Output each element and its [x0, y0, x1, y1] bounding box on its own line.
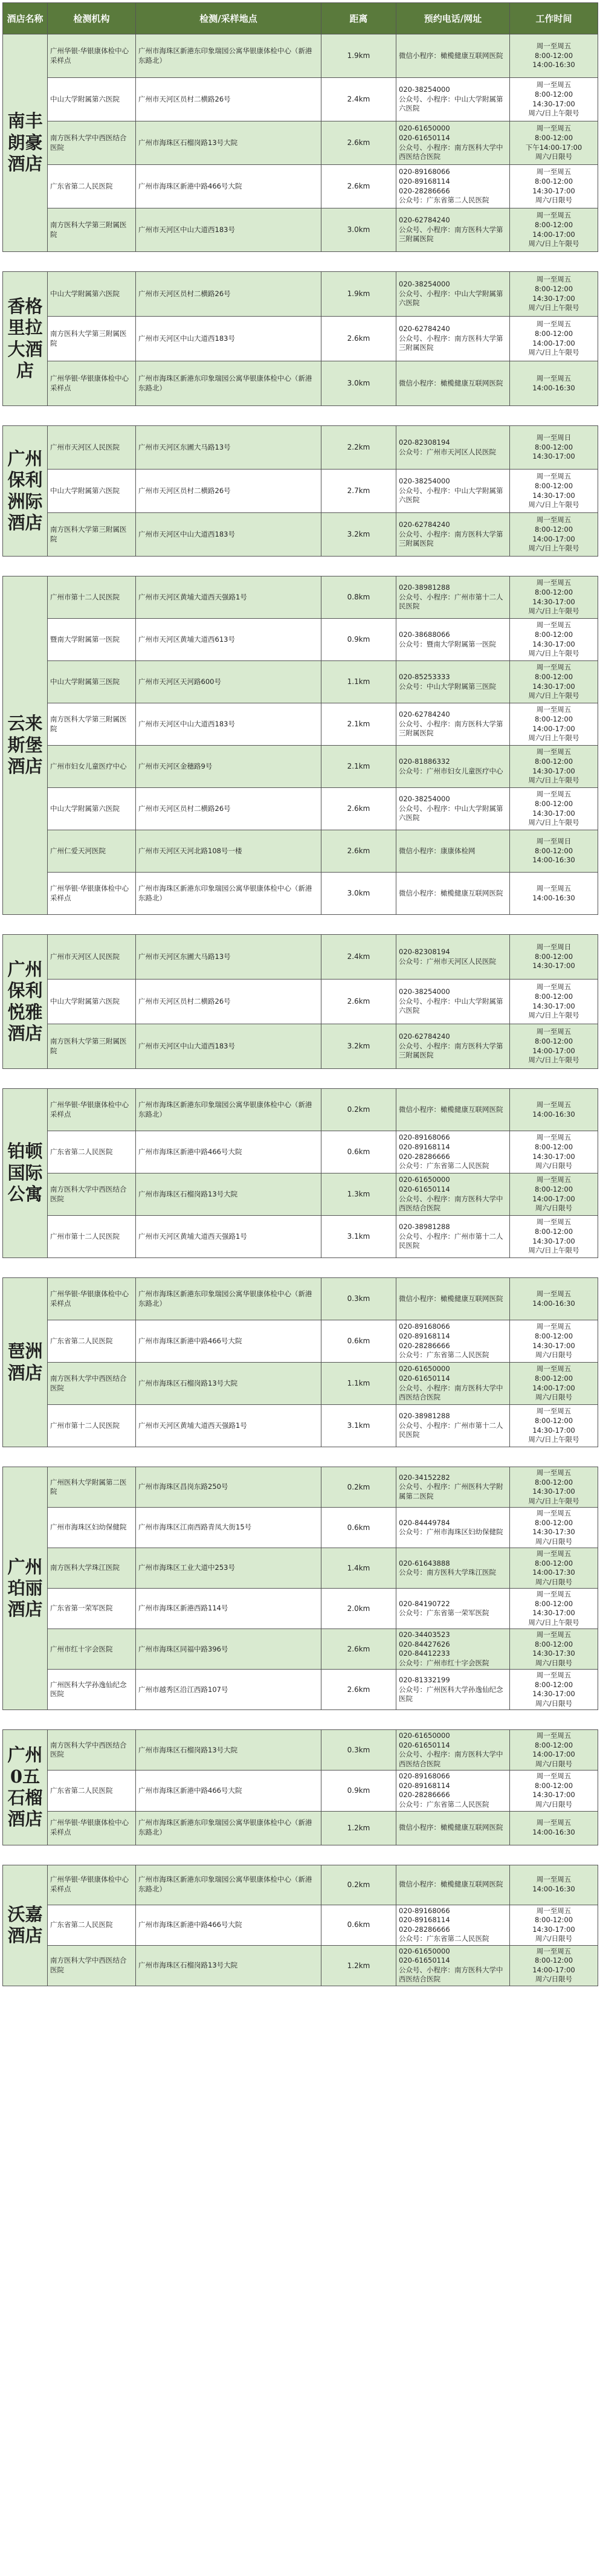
group-spacer: [3, 557, 598, 576]
hotel-name: 广州保利洲际酒店: [3, 426, 48, 557]
cell-address: 广州市天河区员村二横路26号: [136, 78, 321, 121]
cell-hours: 周一至周五 8:00-12:00 14:30-17:00 周六/日限号: [510, 1905, 598, 1945]
table-row: [3, 165, 598, 208]
cell-distance: 3.2km: [321, 513, 396, 557]
cell-contact: 020-61650000 020-61650114 公众号、小程序：南方医科大学中西医结合医院: [396, 1945, 510, 1986]
cell-address: 广州市天河区黄埔大道西天强路1号: [136, 1405, 321, 1447]
cell-distance: 2.6km: [321, 317, 396, 361]
testing-sites-table: [2, 2, 598, 1986]
header-row: [3, 3, 598, 34]
cell-distance: 0.8km: [321, 576, 396, 619]
cell-hours: 周一至周五 8:00-12:00 14:00-17:00 周六/日上午限号: [510, 513, 598, 557]
cell-distance: 0.6km: [321, 1508, 396, 1548]
cell-org: 广州仁爱天河医院: [48, 830, 136, 873]
cell-contact: 020-38254000 公众号、小程序：中山大学附属第六医院: [396, 272, 510, 317]
cell-distance: 3.2km: [321, 1024, 396, 1069]
hotel-name: 云来斯堡酒店: [3, 576, 48, 915]
cell-hours: 周一至周五 8:00-12:00 14:30-17:00 周六/日限号: [510, 1320, 598, 1363]
cell-distance: 1.2km: [321, 1811, 396, 1845]
cell-hours: 周一至周五 8:00-12:00 14:00-17:00 周六/日上午限号: [510, 208, 598, 252]
cell-org: 广东省第二人民医院: [48, 1905, 136, 1945]
header-hotel: 酒店名称: [3, 3, 48, 34]
cell-distance: 1.2km: [321, 1945, 396, 1986]
cell-address: 广州市天河区中山大道西183号: [136, 317, 321, 361]
cell-address: 广州市海珠区新港中路466号大院: [136, 1320, 321, 1363]
cell-distance: 1.9km: [321, 272, 396, 317]
cell-org: 广州医科大学附属第二医院: [48, 1467, 136, 1508]
table-row: [3, 703, 598, 746]
cell-org: 广州华银·华银康体检中心采样点: [48, 1865, 136, 1905]
cell-org: 南方医科大学第三附属医院: [48, 317, 136, 361]
cell-org: 广州华银·华银康体检中心采样点: [48, 34, 136, 78]
cell-distance: 0.6km: [321, 1131, 396, 1173]
cell-contact: 020-89168066 020-89168114 020-28286666 公众号：广东省第二人民医院: [396, 165, 510, 208]
cell-hours: 周一至周五 8:00-12:00 14:30-17:00 周六/日限号: [510, 165, 598, 208]
cell-address: 广州市海珠区石榴岗路13号大院: [136, 1730, 321, 1771]
spacer-cell: [3, 557, 598, 576]
cell-contact: 微信小程序：橄榄健康互联网医院: [396, 873, 510, 915]
spacer-cell: [3, 1447, 598, 1467]
cell-org: 中山大学附属第六医院: [48, 78, 136, 121]
cell-hours: 周一至周五 8:00-12:00 14:30-17:00 周六/日限号: [510, 1670, 598, 1710]
cell-distance: 2.6km: [321, 1629, 396, 1670]
hotel-name: 广州保利悦雅酒店: [3, 935, 48, 1069]
cell-distance: 3.1km: [321, 1216, 396, 1258]
table-row: [3, 1865, 598, 1905]
cell-org: 南方医科大学第三附属医院: [48, 208, 136, 252]
cell-contact: 020-34403523 020-84427626 020-84412233 公众号：广州市红十字会医院: [396, 1629, 510, 1670]
cell-address: 广州市天河区员村二横路26号: [136, 788, 321, 830]
cell-distance: 0.6km: [321, 1905, 396, 1945]
cell-contact: 020-84449784 公众号：广州市海珠区妇幼保健院: [396, 1508, 510, 1548]
cell-distance: 1.4km: [321, 1548, 396, 1589]
table-row: [3, 1905, 598, 1945]
cell-distance: 0.9km: [321, 1771, 396, 1811]
spacer-cell: [3, 252, 598, 272]
cell-hours: 周一至周五 8:00-12:00 14:30-17:00 周六/日上午限号: [510, 1405, 598, 1447]
cell-distance: 2.1km: [321, 746, 396, 788]
cell-contact: 020-84190722 公众号：广东省第一荣军医院: [396, 1589, 510, 1629]
table-row: [3, 78, 598, 121]
cell-distance: 3.0km: [321, 361, 396, 406]
cell-hours: 周一至周五 8:00-12:00 14:30-17:00 周六/日上午限号: [510, 980, 598, 1024]
cell-address: 广州市天河区员村二横路26号: [136, 272, 321, 317]
cell-distance: 2.1km: [321, 703, 396, 746]
table-row: [3, 1811, 598, 1845]
cell-hours: 周一至周五 14:00-16:30: [510, 1089, 598, 1131]
cell-hours: 周一至周五 8:00-12:00 14:30-17:00 周六/日上午限号: [510, 788, 598, 830]
cell-hours: 周一至周五 8:00-12:00 14:00-16:30: [510, 34, 598, 78]
cell-contact: 020-85253333 公众号：中山大学附属第三医院: [396, 661, 510, 703]
cell-address: 广州市海珠区工业大道中253号: [136, 1548, 321, 1589]
cell-hours: 周一至周五 8:00-12:00 14:30-17:00 周六/日上午限号: [510, 619, 598, 661]
table-row: [3, 470, 598, 513]
cell-hours: 周一至周五 8:00-12:00 14:30-17:00 周六/日上午限号: [510, 1467, 598, 1508]
cell-distance: 3.1km: [321, 1405, 396, 1447]
cell-contact: 020-62784240 公众号、小程序：南方医科大学第三附属医院: [396, 317, 510, 361]
cell-address: 广州市天河区黄埔大道西天强路1号: [136, 576, 321, 619]
cell-contact: 020-89168066 020-89168114 020-28286666 公众号：广东省第二人民医院: [396, 1131, 510, 1173]
hotel-name: 南丰朗豪酒店: [3, 34, 48, 252]
table-row: [3, 661, 598, 703]
table-row: [3, 1467, 598, 1508]
cell-hours: 周一至周五 14:00-16:30: [510, 361, 598, 406]
cell-contact: 020-61650000 020-61650114 公众号、小程序：南方医科大学中西医结合医院: [396, 121, 510, 165]
cell-hours: 周一至周五 8:00-12:00 14:30-17:30 周六/日限号: [510, 1508, 598, 1548]
cell-hours: 周一至周五 8:00-12:00 下午14:00-17:00 周六/日限号: [510, 121, 598, 165]
group-spacer: [3, 915, 598, 935]
cell-address: 广州市天河区东圃大马路13号: [136, 426, 321, 470]
cell-address: 广州市天河区中山大道西183号: [136, 208, 321, 252]
cell-address: 广州市天河区员村二横路26号: [136, 470, 321, 513]
cell-hours: 周一至周五 8:00-12:00 14:00-17:00 周六/日上午限号: [510, 1024, 598, 1069]
cell-hours: 周一至周日 8:00-12:00 14:00-16:30: [510, 830, 598, 873]
cell-contact: 020-62784240 公众号、小程序：南方医科大学第三附属医院: [396, 513, 510, 557]
group-spacer: [3, 1447, 598, 1467]
table-row: [3, 1508, 598, 1548]
cell-hours: 周一至周五 8:00-12:00 14:30-17:00 周六/日上午限号: [510, 576, 598, 619]
cell-contact: 020-89168066 020-89168114 020-28286666 公众号：广东省第二人民医院: [396, 1905, 510, 1945]
cell-contact: 微信小程序：康康体检网: [396, 830, 510, 873]
cell-contact: 020-82308194 公众号：广州市天河区人民医院: [396, 935, 510, 980]
cell-org: 南方医科大学第三附属医院: [48, 1024, 136, 1069]
cell-hours: 周一至周五 8:00-12:00 14:30-17:00 周六/日上午限号: [510, 470, 598, 513]
table-row: [3, 513, 598, 557]
cell-org: 中山大学附属第三医院: [48, 661, 136, 703]
cell-distance: 0.2km: [321, 1865, 396, 1905]
cell-distance: 2.6km: [321, 830, 396, 873]
cell-org: 南方医科大学中西医结合医院: [48, 1945, 136, 1986]
cell-contact: 微信小程序：橄榄健康互联网医院: [396, 1865, 510, 1905]
cell-address: 广州市海珠区新港东印象瑞园公寓华银康体检中心（新港东路北）: [136, 34, 321, 78]
cell-distance: 2.2km: [321, 426, 396, 470]
cell-hours: 周一至周五 8:00-12:00 14:30-17:00 周六/日上午限号: [510, 1589, 598, 1629]
cell-contact: 020-38254000 公众号、小程序：中山大学附属第六医院: [396, 78, 510, 121]
cell-contact: 微信小程序：橄榄健康互联网医院: [396, 361, 510, 406]
cell-org: 广州市天河区人民医院: [48, 935, 136, 980]
cell-distance: 2.6km: [321, 980, 396, 1024]
cell-org: 广州市海珠区妇幼保健院: [48, 1508, 136, 1548]
cell-hours: 周一至周五 8:00-12:00 14:30-17:00 周六/日上午限号: [510, 78, 598, 121]
table-row: [3, 1363, 598, 1405]
cell-org: 南方医科大学珠江医院: [48, 1548, 136, 1589]
cell-hours: 周一至周五 14:00-16:30: [510, 1278, 598, 1320]
cell-distance: 2.4km: [321, 935, 396, 980]
cell-contact: 020-34152282 公众号、小程序：广州医科大学附属第二医院: [396, 1467, 510, 1508]
cell-hours: 周一至周五 14:00-16:30: [510, 1865, 598, 1905]
cell-address: 广州市海珠区石榴岗路13号大院: [136, 1363, 321, 1405]
cell-org: 广东省第二人民医院: [48, 1771, 136, 1811]
cell-address: 广州市海珠区同福中路396号: [136, 1629, 321, 1670]
cell-org: 南方医科大学中西医结合医院: [48, 1173, 136, 1216]
table-row: [3, 788, 598, 830]
cell-address: 广州市海珠区石榴岗路13号大院: [136, 1173, 321, 1216]
cell-org: 广东省第二人民医院: [48, 1131, 136, 1173]
cell-address: 广州市越秀区沿江西路107号: [136, 1670, 321, 1710]
cell-address: 广州市海珠区新港东印象瑞园公寓华银康体检中心（新港东路北）: [136, 1089, 321, 1131]
cell-org: 中山大学附属第六医院: [48, 272, 136, 317]
cell-hours: 周一至周五 8:00-12:00 14:00-17:00 周六/日限号: [510, 1173, 598, 1216]
cell-address: 广州市天河区中山大道西183号: [136, 513, 321, 557]
cell-address: 广州市天河区员村二横路26号: [136, 980, 321, 1024]
cell-org: 南方医科大学中西医结合医院: [48, 1363, 136, 1405]
cell-org: 广东省第二人民医院: [48, 165, 136, 208]
table-row: [3, 1216, 598, 1258]
cell-org: 南方医科大学中西医结合医院: [48, 121, 136, 165]
cell-distance: 1.9km: [321, 34, 396, 78]
cell-distance: 0.9km: [321, 619, 396, 661]
group-spacer: [3, 1069, 598, 1089]
hotel-name: 广州0五石榴酒店: [3, 1730, 48, 1845]
cell-org: 广州华银·华银康体检中心采样点: [48, 873, 136, 915]
table-body: [3, 34, 598, 1986]
table-row: [3, 619, 598, 661]
cell-address: 广州市海珠区石榴岗路13号大院: [136, 1945, 321, 1986]
cell-distance: 2.7km: [321, 470, 396, 513]
table-row: [3, 873, 598, 915]
cell-address: 广州市海珠区新港西路114号: [136, 1589, 321, 1629]
table-row: [3, 1730, 598, 1771]
cell-address: 广州市天河区天河路600号: [136, 661, 321, 703]
hotel-name: 沃嘉酒店: [3, 1865, 48, 1986]
cell-address: 广州市天河区中山大道西183号: [136, 1024, 321, 1069]
spacer-cell: [3, 1710, 598, 1730]
cell-contact: 020-81886332 公众号：广州市妇女儿童医疗中心: [396, 746, 510, 788]
cell-hours: 周一至周五 8:00-12:00 14:00-17:00 周六/日上午限号: [510, 703, 598, 746]
spacer-cell: [3, 406, 598, 426]
cell-org: 广州市妇女儿童医疗中心: [48, 746, 136, 788]
table-row: [3, 361, 598, 406]
cell-contact: 020-38688066 公众号：暨南大学附属第一医院: [396, 619, 510, 661]
cell-org: 南方医科大学中西医结合医院: [48, 1730, 136, 1771]
cell-hours: 周一至周五 8:00-12:00 14:30-17:00 周六/日上午限号: [510, 746, 598, 788]
cell-address: 广州市海珠区昌岗东路250号: [136, 1467, 321, 1508]
cell-address: 广州市海珠区新港东印象瑞园公寓华银康体检中心（新港东路北）: [136, 873, 321, 915]
cell-address: 广州市天河区金穗路9号: [136, 746, 321, 788]
cell-hours: 周一至周五 8:00-12:00 14:30-17:00 周六/日上午限号: [510, 661, 598, 703]
hotel-name: 琶洲酒店: [3, 1278, 48, 1447]
table-row: [3, 208, 598, 252]
table-row: [3, 121, 598, 165]
cell-distance: 0.6km: [321, 1320, 396, 1363]
cell-address: 广州市海珠区新港中路466号大院: [136, 1771, 321, 1811]
cell-contact: 020-81332199 公众号：广州医科大学孙逸仙纪念医院: [396, 1670, 510, 1710]
cell-distance: 0.3km: [321, 1278, 396, 1320]
cell-org: 南方医科大学第三附属医院: [48, 703, 136, 746]
spacer-cell: [3, 1069, 598, 1089]
table-row: [3, 830, 598, 873]
header-address: 检测/采样地点: [136, 3, 321, 34]
cell-hours: 周一至周日 8:00-12:00 14:30-17:00: [510, 935, 598, 980]
cell-org: 中山大学附属第六医院: [48, 788, 136, 830]
cell-org: 广州市天河区人民医院: [48, 426, 136, 470]
table-row: [3, 1771, 598, 1811]
header-distance: 距离: [321, 3, 396, 34]
header-hours: 工作时间: [510, 3, 598, 34]
cell-contact: 020-89168066 020-89168114 020-28286666 公众号：广东省第二人民医院: [396, 1320, 510, 1363]
cell-distance: 2.4km: [321, 78, 396, 121]
cell-distance: 2.6km: [321, 788, 396, 830]
cell-address: 广州市海珠区新港东印象瑞园公寓华银康体检中心（新港东路北）: [136, 1278, 321, 1320]
cell-address: 广州市天河区天河北路108号一楼: [136, 830, 321, 873]
cell-address: 广州市海珠区新港中路466号大院: [136, 1905, 321, 1945]
group-spacer: [3, 406, 598, 426]
table-row: [3, 1629, 598, 1670]
cell-address: 广州市海珠区石榴岗路13号大院: [136, 121, 321, 165]
cell-contact: 微信小程序：橄榄健康互联网医院: [396, 1811, 510, 1845]
cell-org: 广州市第十二人民医院: [48, 1216, 136, 1258]
cell-org: 广州市红十字会医院: [48, 1629, 136, 1670]
group-spacer: [3, 1258, 598, 1278]
table-row: [3, 34, 598, 78]
cell-org: 南方医科大学第三附属医院: [48, 513, 136, 557]
cell-contact: 微信小程序：橄榄健康互联网医院: [396, 1089, 510, 1131]
group-spacer: [3, 1845, 598, 1865]
cell-org: 广东省第二人民医院: [48, 1320, 136, 1363]
cell-org: 广州华银·华银康体检中心采样点: [48, 1811, 136, 1845]
table-row: [3, 1320, 598, 1363]
group-spacer: [3, 1710, 598, 1730]
table-row: [3, 317, 598, 361]
table-row: [3, 272, 598, 317]
hotel-name: 铂顿国际公寓: [3, 1089, 48, 1258]
cell-contact: 020-62784240 公众号、小程序：南方医科大学第三附属医院: [396, 208, 510, 252]
cell-org: 广州市第十二人民医院: [48, 1405, 136, 1447]
cell-org: 暨南大学附属第一医院: [48, 619, 136, 661]
table-row: [3, 1589, 598, 1629]
cell-distance: 2.6km: [321, 1670, 396, 1710]
cell-org: 广东省第一荣军医院: [48, 1589, 136, 1629]
table-row: [3, 576, 598, 619]
cell-distance: 3.0km: [321, 873, 396, 915]
cell-org: 中山大学附属第六医院: [48, 470, 136, 513]
cell-contact: 020-38254000 公众号、小程序：中山大学附属第六医院: [396, 980, 510, 1024]
cell-address: 广州市海珠区新港东印象瑞园公寓华银康体检中心（新港东路北）: [136, 361, 321, 406]
cell-distance: 0.3km: [321, 1730, 396, 1771]
table-row: [3, 935, 598, 980]
cell-contact: 020-38981288 公众号、小程序：广州市第十二人民医院: [396, 1405, 510, 1447]
cell-contact: 微信小程序：橄榄健康互联网医院: [396, 34, 510, 78]
cell-org: 广州华银·华银康体检中心采样点: [48, 1278, 136, 1320]
cell-contact: 020-38254000 公众号、小程序：中山大学附属第六医院: [396, 470, 510, 513]
cell-contact: 020-38254000 公众号、小程序：中山大学附属第六医院: [396, 788, 510, 830]
cell-hours: 周一至周五 14:00-16:30: [510, 873, 598, 915]
cell-address: 广州市海珠区江南西路青凤大街15号: [136, 1508, 321, 1548]
cell-distance: 1.1km: [321, 661, 396, 703]
cell-address: 广州市海珠区新港东印象瑞园公寓华银康体检中心（新港东路北）: [136, 1811, 321, 1845]
cell-address: 广州市天河区东圃大马路13号: [136, 935, 321, 980]
cell-distance: 1.3km: [321, 1173, 396, 1216]
cell-contact: 020-38981288 公众号、小程序：广州市第十二人民医院: [396, 576, 510, 619]
cell-hours: 周一至周五 8:00-12:00 14:30-17:00 周六/日上午限号: [510, 272, 598, 317]
cell-hours: 周一至周五 8:00-12:00 14:00-17:00 周六/日限号: [510, 1363, 598, 1405]
table-row: [3, 1173, 598, 1216]
cell-contact: 020-61650000 020-61650114 公众号、小程序：南方医科大学中西医结合医院: [396, 1173, 510, 1216]
table-row: [3, 980, 598, 1024]
cell-contact: 微信小程序：橄榄健康互联网医院: [396, 1278, 510, 1320]
cell-address: 广州市海珠区新港中路466号大院: [136, 165, 321, 208]
cell-address: 广州市天河区黄埔大道西天强路1号: [136, 1216, 321, 1258]
cell-contact: 020-61650000 020-61650114 公众号、小程序：南方医科大学中西医结合医院: [396, 1730, 510, 1771]
cell-contact: 020-89168066 020-89168114 020-28286666 公众号：广东省第二人民医院: [396, 1771, 510, 1811]
table-row: [3, 1405, 598, 1447]
cell-contact: 020-61650000 020-61650114 公众号、小程序：南方医科大学中西医结合医院: [396, 1363, 510, 1405]
cell-distance: 2.6km: [321, 121, 396, 165]
table-row: [3, 1131, 598, 1173]
cell-distance: 0.2km: [321, 1089, 396, 1131]
table-row: [3, 1278, 598, 1320]
table-row: [3, 1024, 598, 1069]
table-row: [3, 1945, 598, 1986]
group-spacer: [3, 252, 598, 272]
cell-hours: 周一至周五 8:00-12:00 14:00-17:30 周六/日限号: [510, 1548, 598, 1589]
hotel-name: 香格里拉大酒店: [3, 272, 48, 406]
cell-distance: 0.2km: [321, 1467, 396, 1508]
table-row: [3, 1670, 598, 1710]
cell-hours: 周一至周五 8:00-12:00 14:30-17:30 周六/日限号: [510, 1629, 598, 1670]
cell-hours: 周一至周日 8:00-12:00 14:30-17:00: [510, 426, 598, 470]
cell-org: 广州华银·华银康体检中心采样点: [48, 1089, 136, 1131]
cell-contact: 020-62784240 公众号、小程序：南方医科大学第三附属医院: [396, 1024, 510, 1069]
cell-distance: 2.6km: [321, 165, 396, 208]
cell-org: 广州华银·华银康体检中心采样点: [48, 361, 136, 406]
cell-address: 广州市天河区中山大道西183号: [136, 703, 321, 746]
spacer-cell: [3, 1845, 598, 1865]
hotel-name: 广州珀丽酒店: [3, 1467, 48, 1710]
cell-hours: 周一至周五 8:00-12:00 14:00-17:00 周六/日上午限号: [510, 317, 598, 361]
table-row: [3, 1089, 598, 1131]
cell-hours: 周一至周五 8:00-12:00 14:00-17:00 周六/日限号: [510, 1730, 598, 1771]
cell-contact: 020-62784240 公众号、小程序：南方医科大学第三附属医院: [396, 703, 510, 746]
table-row: [3, 746, 598, 788]
table-row: [3, 1548, 598, 1589]
cell-org: 广州医科大学孙逸仙纪念医院: [48, 1670, 136, 1710]
cell-contact: 020-82308194 公众号：广州市天河区人民医院: [396, 426, 510, 470]
header-org: 检测机构: [48, 3, 136, 34]
header-contact: 预约电话/网址: [396, 3, 510, 34]
cell-org: 广州市第十二人民医院: [48, 576, 136, 619]
cell-hours: 周一至周五 8:00-12:00 14:30-17:00 周六/日限号: [510, 1131, 598, 1173]
cell-distance: 3.0km: [321, 208, 396, 252]
cell-hours: 周一至周五 14:00-16:30: [510, 1811, 598, 1845]
cell-hours: 周一至周五 8:00-12:00 14:00-17:00 周六/日限号: [510, 1945, 598, 1986]
cell-contact: 020-38981288 公众号、小程序：广州市第十二人民医院: [396, 1216, 510, 1258]
cell-contact: 020-61643888 公众号：南方医科大学珠江医院: [396, 1548, 510, 1589]
cell-distance: 2.0km: [321, 1589, 396, 1629]
cell-address: 广州市海珠区新港中路466号大院: [136, 1131, 321, 1173]
table-row: [3, 426, 598, 470]
cell-hours: 周一至周五 8:00-12:00 14:30-17:00 周六/日限号: [510, 1771, 598, 1811]
cell-address: 广州市天河区黄埔大道西613号: [136, 619, 321, 661]
cell-org: 中山大学附属第六医院: [48, 980, 136, 1024]
spacer-cell: [3, 915, 598, 935]
cell-distance: 1.1km: [321, 1363, 396, 1405]
cell-address: 广州市海珠区新港东印象瑞园公寓华银康体检中心（新港东路北）: [136, 1865, 321, 1905]
spacer-cell: [3, 1258, 598, 1278]
cell-hours: 周一至周五 8:00-12:00 14:30-17:00 周六/日上午限号: [510, 1216, 598, 1258]
